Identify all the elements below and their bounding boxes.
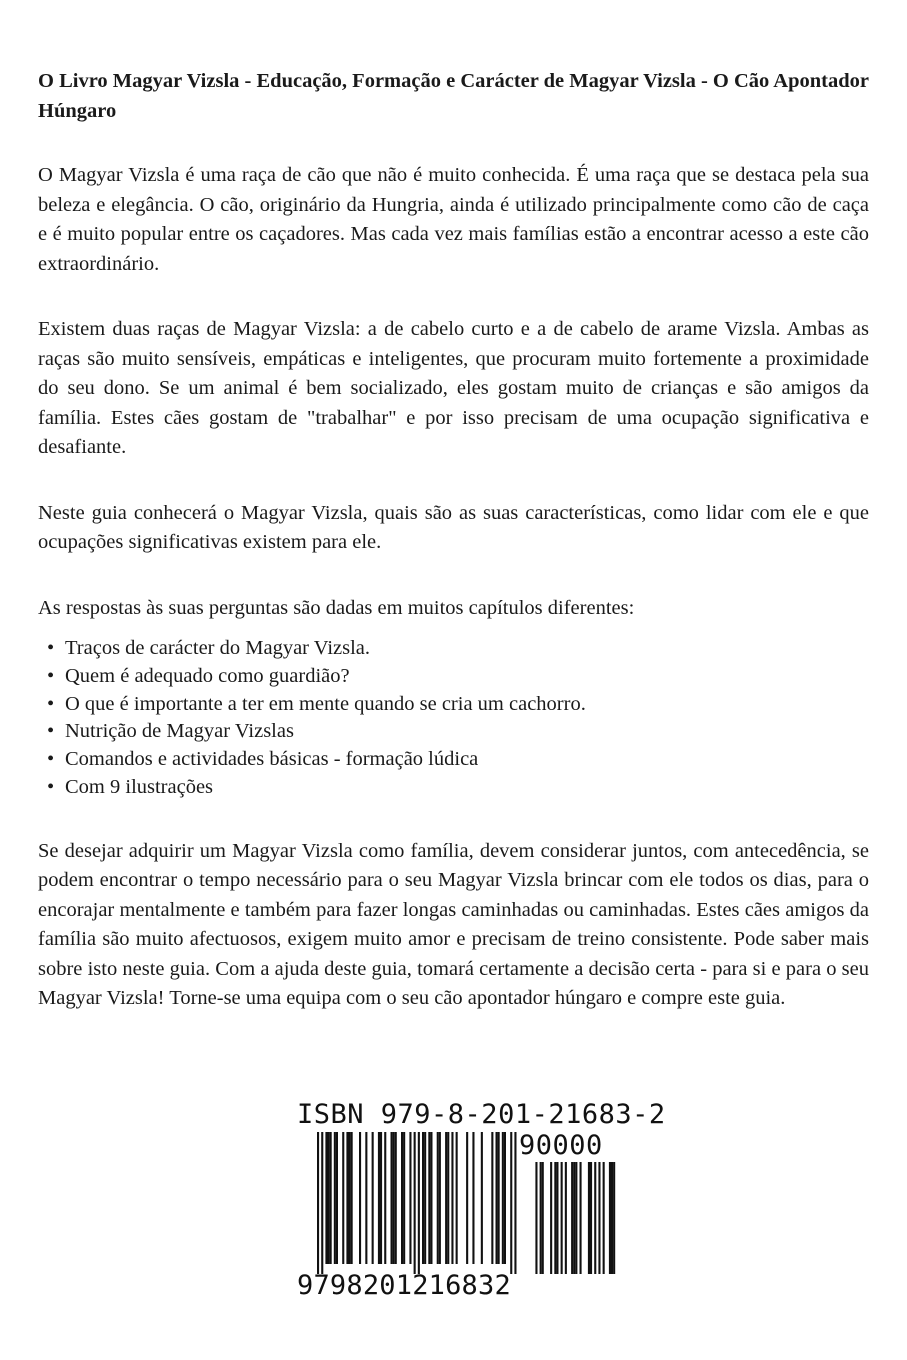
barcode-addon-bar [580,1162,582,1274]
barcode-bar [514,1132,516,1274]
barcode-bar [384,1132,386,1264]
barcode-bar [496,1132,498,1264]
barcode-bar [403,1132,405,1264]
barcode-bar [409,1132,411,1264]
barcode-bar [437,1132,439,1264]
barcode-addon-bar [613,1162,615,1274]
barcode-bar [481,1132,483,1264]
list-intro: As respostas às suas perguntas são dadas em muitos capítulos diferentes: [38,596,635,619]
barcode-addon-bar [571,1162,573,1274]
list-item: • Comandos e actividades básicas - formação lúdica [38,746,869,774]
barcode-bar [466,1132,468,1264]
barcode-bar [365,1132,367,1264]
barcode-bar [430,1132,432,1264]
barcode-addon-bar [575,1162,577,1274]
isbn-barcode [297,1099,666,1305]
chapter-list [38,635,869,802]
barcode-bar [359,1132,361,1264]
barcode-bar [422,1132,424,1264]
barcode-addon-bar [535,1162,537,1274]
description-paragraph-3: Neste guia conhecerá o Magyar Vizsla, quais são as suas características, como lidar com ele e que ocupações significativas existem para ele. [38,501,869,553]
bullet-icon: • [47,720,55,743]
barcode-bar [391,1132,393,1264]
barcode-bar [451,1132,453,1264]
barcode-bar [424,1132,426,1264]
book-title: O Livro Magyar Vizsla - Educação, Formação e Carácter de Magyar Vizsla - O Cão Apontador Húngaro [38,70,869,122]
list-item: • Nutrição de Magyar Vizslas [38,718,869,746]
list-item: • O que é importante a ter em mente quando se cria um cachorro. [38,691,869,719]
back-cover-text [38,66,869,1050]
barcode-bar [498,1132,500,1264]
barcode-bar [401,1132,403,1264]
barcode-bar [428,1132,430,1264]
barcode-bar [321,1132,323,1274]
barcode-bar [414,1132,416,1274]
list-item: • Traços de carácter do Magyar Vizsla. [38,635,869,663]
barcode-bar [349,1132,351,1264]
barcode-addon-bar [565,1162,567,1274]
isbn-label: ISBN 979-8-201-21683-2 [297,1099,666,1130]
barcode-addon-bar [540,1162,542,1274]
barcode-bar [336,1132,338,1264]
barcode-bar [342,1132,344,1264]
barcode-bar [330,1132,332,1264]
barcode-bar [328,1132,330,1264]
bullet-icon: • [47,664,55,687]
barcode-bar [439,1132,441,1264]
barcode-addon-bar [590,1162,592,1274]
barcode-addon-bar [550,1162,552,1274]
barcode-addon-bar [603,1162,605,1274]
list-item: • Com 9 ilustrações [38,774,869,802]
barcode-bar [502,1132,504,1264]
list-item: • Quem é adequado como guardião? [38,663,869,691]
barcode-addon-bar [554,1162,556,1274]
barcode-bar [418,1132,420,1274]
barcode-bar [317,1132,319,1274]
barcode-addon-bar [573,1162,575,1274]
barcode-addon-bar [598,1162,600,1274]
barcode-bar [325,1132,327,1264]
barcode-bar [472,1132,474,1264]
barcode-bar [380,1132,382,1264]
barcode-bar [510,1132,512,1274]
description-paragraph-1: O Magyar Vizsla é uma raça de cão que não é muito conhecida. É uma raça que se destaca pela sua beleza e elegância. O cão, originário da Hungria, ainda é utilizado principalmente como cão de caça e é muito popular entre os caçadores. Mas cada vez mais famílias estão a encontrar acesso a este cão extraordinário. [38,164,869,275]
barcode-addon-bar [611,1162,613,1274]
barcode-addon-bar [609,1162,611,1274]
barcode-addon-bar [588,1162,590,1274]
barcode-bar [456,1132,458,1264]
barcode-addon-bar [542,1162,544,1274]
barcode-bar [395,1132,397,1264]
bullet-icon: • [47,775,55,798]
barcode-bar [504,1132,506,1264]
barcode-bar [393,1132,395,1264]
closing-paragraph: Se desejar adquirir um Magyar Vizsla como família, devem considerar juntos, com antecedência, se podem encontrar o tempo necessário para o seu Magyar Vizsla brincar com ele todos os dias, para o encorajar mentalmente e também para fazer longas caminhadas ou caminhadas. Estes cães amigos da família são muito afectuosos, exigem muito amor e precisam de treino consistente. Pode saber mais sobre isto neste guia. Com a ajuda deste guia, tomará certamente a decisão certa - para si e para o seu Magyar Vizsla! Torne-se uma equipa com o seu cão apontador húngaro e compre este guia. [38,839,869,1010]
barcode-bar [445,1132,447,1264]
barcode-addon-bar [561,1162,563,1274]
barcode-addon-bar [556,1162,558,1274]
bullet-icon: • [47,748,55,771]
barcode-bar [372,1132,374,1264]
bullet-icon: • [47,692,55,715]
barcode-addon-digits: 90000 [519,1130,603,1161]
barcode-bar [447,1132,449,1264]
barcode-bar [351,1132,353,1264]
barcode-bar [334,1132,336,1264]
barcode-digits: 9798201216832 [297,1270,511,1301]
barcode-bar [378,1132,380,1264]
bullet-icon: • [47,637,55,659]
barcode-addon-bar [594,1162,596,1274]
description-paragraph-2: Existem duas raças de Magyar Vizsla: a de cabelo curto e a de cabelo de arame Vizsla. Ambas as raças são muito sensíveis, empáticas e inteligentes, que procuram muito fortemente a proximidade do seu dono. Se um animal é bem socializado, eles gostam muito de crianças e são amigos da família. Estes cães gostam de "trabalhar" e por isso precisam de uma ocupação significativa e desafiante. [38,318,869,458]
barcode-bar [491,1132,493,1264]
barcode-bar [346,1132,348,1264]
